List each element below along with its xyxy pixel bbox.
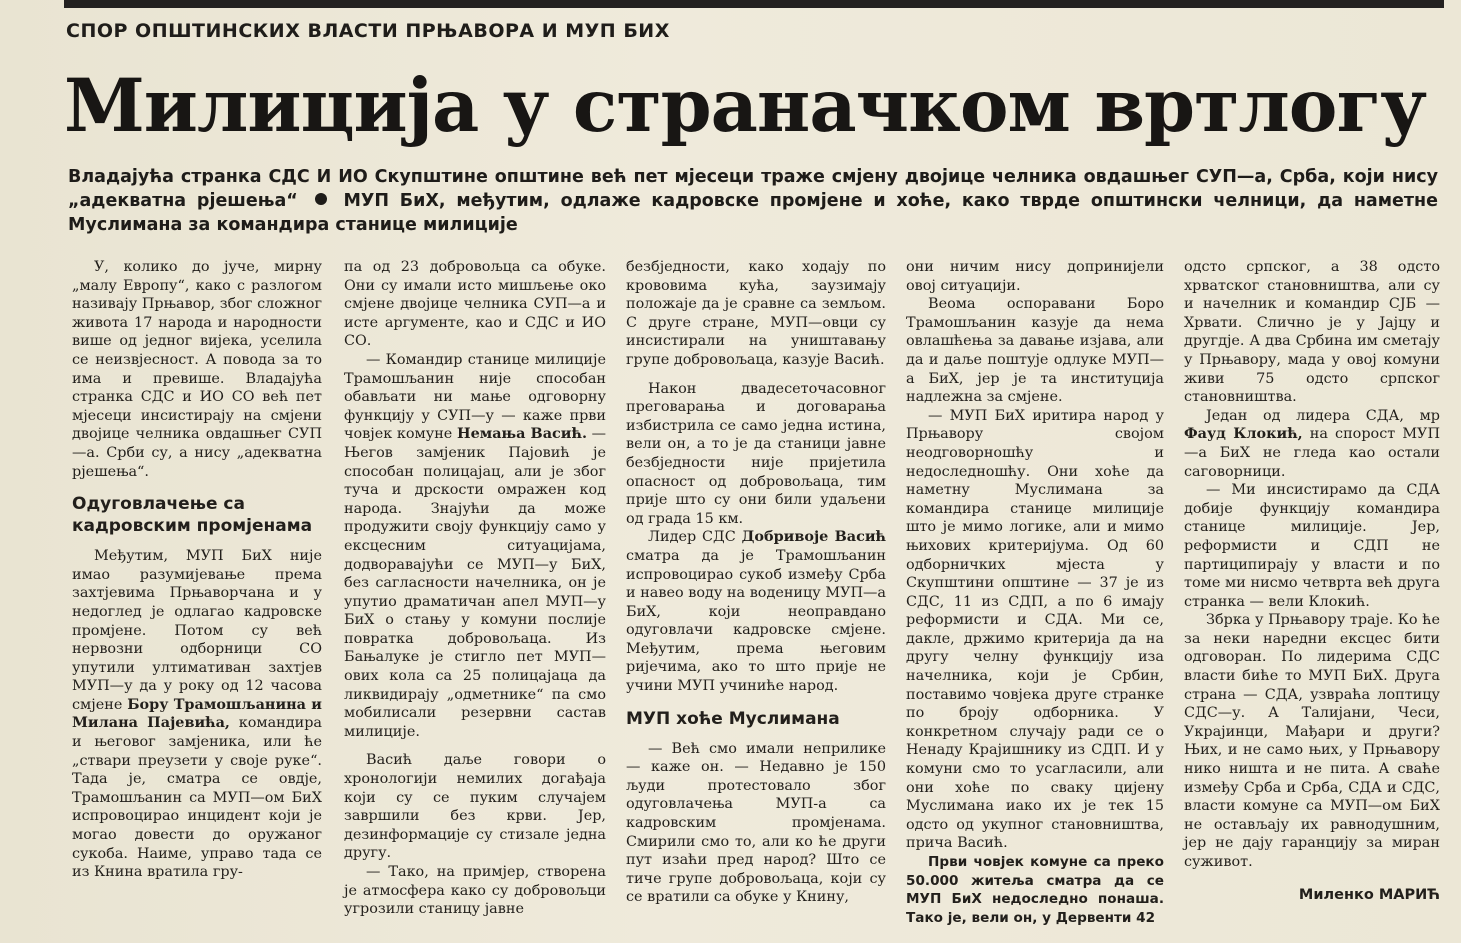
paragraph: — Командир станице милиције Трамошљанин није способан обављати ни мање одговорну функцију у СУП—у — каже први човјек комуне Немања Васић. — Његов замјеник Пајовић је способан полицајац, али је због туча и дрскости омражен код народа. Знајући да може продужити своју функцију само у ексцесним ситуацијама, додворавајући се МУП—у БиХ, без сагласности начелника, он је упутио драматичан апел МУП—у БиХ о стању у комуни послије повратка добровољаца. Из Бањалуке је стигло пет МУП—ових кола са 25 полицајаца да ликвидирају „одметнике“ па смо мобилисали резервни састав милиције. xyxy=(344,351,606,740)
bold-name: Фауд Клокић, xyxy=(1184,425,1303,443)
bold-name: Немања Васић. xyxy=(456,425,587,443)
lead-text-part1: Владајућа странка СДС И ИО Скупштине општине већ пет мјесеци траже смјену двојице челника овдашњег СУП—а, Срба, који нису „адекватна рјешења“ xyxy=(68,167,1438,211)
paragraph: — Већ смо имали неприлике — каже он. — Недавно је 150 људи протестовало због одуговлачења МУП-а са кадровским промјенама. Смирили смо то, али ко ће други пут изаћи пред народ? Што се тиче групе добровољаца, који су се вратили са обуке у Книну, xyxy=(626,740,886,906)
paragraph: У, колико до јуче, мирну „малу Европу“, како с разлогом називају Прњавор, због сложног живота 17 народа и народности више од једног вијека, уселила се неизвјесност. А повода за то има и превише. Владајућа странка СДС и ИО СО већ пет мјесеци инсистирају на смјени двојице челника овдашњег СУП—а. Срби су, а нису „адекватна рјешења“. xyxy=(72,259,322,480)
paragraph: безбједности, како ходају по крововима кућа, заузимају положаје да је сравне са земљом. С друге стране, МУП—овци су инсистирали на уништавању групе добровољаца, казује Васић. xyxy=(626,259,886,368)
paragraph: — Тако, на примјер, створена је атмосфера како су добровољци угрозили станицу јавне xyxy=(344,864,606,918)
lead-text-part2: МУП БиХ, међутим, одлаже кадровске промјене и хоће, како тврде општински челници, да наметне Муслимана за командира станице милиције xyxy=(68,191,1439,235)
paragraph: па од 23 добровољца са обуке. Они су имали исто мишљење око смјене двојице челника СУП—а и исте аргументе, као и СДС и ИО СО. xyxy=(344,259,606,350)
paragraph: Један од лидера СДА, мр Фауд Клокић, на спорост МУП—а БиХ не гледа као остали саговорници. xyxy=(1184,407,1441,480)
paragraph: Веома оспоравани Боро Трамошљанин казује да нема овлашћења за давање изјава, али да и даље поштује одлуке МУП—а БиХ, јер је та институција надлежна за смјене. xyxy=(906,296,1164,406)
paragraph: Васић даље говори о хронологији немилих догађаја који су се пуким случајем завршили без крви. Јер, дезинформације су стизале једна другу. xyxy=(344,752,606,862)
article-column-5 xyxy=(1184,258,1440,904)
subheading: МУП хоће Муслимана xyxy=(626,708,840,729)
bullet-icon xyxy=(315,193,327,205)
subheading: Одуговлачење са кадровским промјенама xyxy=(72,494,313,537)
paragraph: Лидер СДС Добривоје Васић сматра да је Трамошљанин испровоцирао сукоб између Срба и навео воду на воденицу МУП—а БиХ, који неоправдано одуговлачи кадровске смјене. Међутим, према његовим ријечима, ако то што прије не учини МУП учиниће народ. xyxy=(626,528,886,695)
paragraph: — Ми инсистирамо да СДА добије функцију командира станице милиције. Јер, реформисти и СДП не партиципирају у власти и по томе ми нисмо четврта већ друга странка — вели Клокић. xyxy=(1184,482,1440,610)
paragraph: Након двадесеточасовног преговарања и договарања избистрила се само једна истина, вели он, а то је да станици јавне безбједности није пријетила опасност од добровољаца, тим прије што су они били удаљени од града 15 км. xyxy=(626,380,886,527)
paragraph: — МУП БиХ иритира народ у Прњавору својом неодговорношћу и недоследношћу. Они хоће да наметну Муслимана за командира станице милиције што је мимо логике, али и мимо њихових критеријума. Од 60 одборничких мјеста у Скупштини општине — 37 је из СДС, 11 из СДП, а по 6 имају реформисти и СДА. Ми се, дакле, држимо критерија да на другу челну функцију иза начелника, који је Србин, поставимо човјека друге странке по броју одборника. У конкретном случају ради се о Ненаду Крајишнику из СДП. И у комуни смо то усагласили, али они хоће по сваку цијену Муслимана иако их је тек 15 одсто од укупног становништва, прича Васић. xyxy=(906,407,1164,852)
top-rule xyxy=(64,0,1444,8)
bold-name: Добривоје Васић xyxy=(741,528,886,546)
article-column-3 xyxy=(626,258,886,907)
author-signature: Миленко МАРИЋ xyxy=(1298,886,1440,903)
article-lead xyxy=(68,165,1438,237)
bold-name: Бору Трамошљанина и Милана Пајевића, xyxy=(72,695,322,732)
paragraph: они ничим нису допринијели овој ситуацији. xyxy=(906,259,1164,294)
article-headline: Милиција у страначком вртлогу xyxy=(64,63,1426,149)
article-kicker: СПОР ОПШТИНСКИХ ВЛАСТИ ПРЊАВОРА И МУП БИХ xyxy=(66,20,670,42)
paragraph: Први човјек комуне са преко 50.000 житеља сматра да се МУП БиХ недоследно понаша. Тако је, вели он, у Дервенти 42 xyxy=(906,854,1164,926)
paragraph: Међутим, МУП БиХ није имао разумијевање према захтјевима Прњаворчана и у недоглед је одлагао кадровске промјене. Потом су већ нервозни одборници СО упутили ултимативан захтјев МУП—у да у року од 12 часова смјене Бору Трамошљанина и Милана Пајевића, командира и његовог замјеника, или ће „ствари преузети у своје руке“. Тада је, сматра се овдје, Трамошљанин са МУП—ом БиХ испровоцирао инцидент који је могао довести до оружаног сукоба. Наиме, управо тада се из Книна вратила гру- xyxy=(72,548,322,881)
paragraph: одсто српског, а 38 одсто хрватског становништва, али су и начелник и командир СЈБ — Хрвати. Слично је у Јајцу и другдје. А два Србина им сметају у Прњавору, мада у овој комуни живи 75 одсто српског становништва. xyxy=(1184,259,1440,406)
article-column-4 xyxy=(906,258,1164,927)
article-column-1 xyxy=(72,258,322,882)
article-column-2 xyxy=(344,258,606,919)
paragraph: Збрка у Прњавору траје. Ко ће за неки наредни ексцес бити одговоран. По лидерима СДС власти биће то МУП БиХ. Друга страна — СДА, узвраћа лоптицу СДС—у. А Талијани, Чеси, Украјинци, Мађари и други? Њих, и не само њих, у Прњавору нико ништа и не пита. А сваће између Срба и Срба, СДА и СДС, власти комуне са МУП—ом БиХ не остављају их равнодушним, јер не дају гаранцију за миран суживот. xyxy=(1184,612,1440,870)
